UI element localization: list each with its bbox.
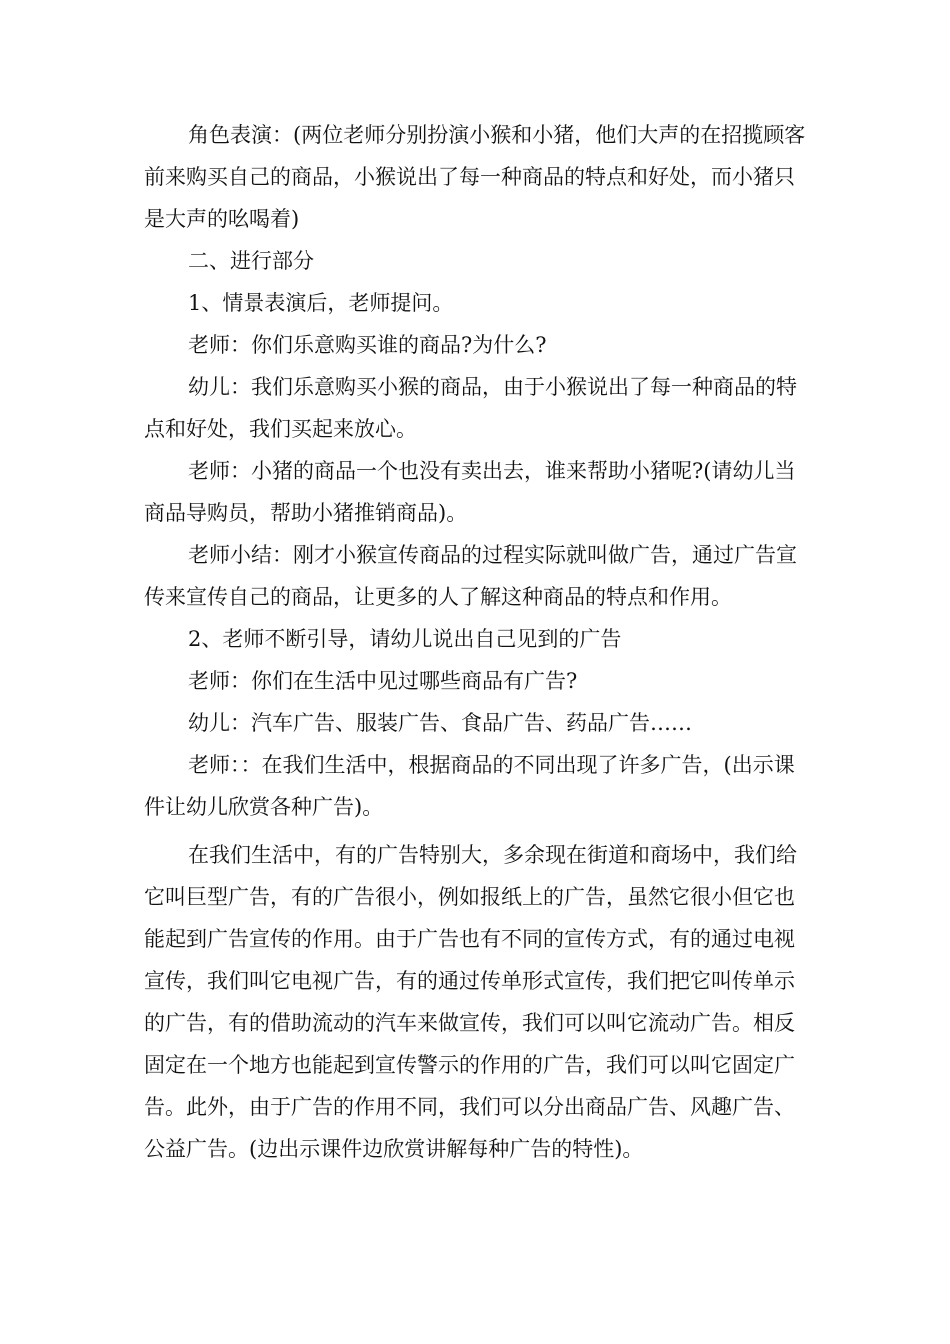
paragraph-teacher-ask-help: 老师：小猪的商品一个也没有卖出去，谁来帮助小猪呢?(请幼儿当商品导购员，帮助小猪推销商品)。 (144, 459, 796, 525)
document-body (144, 114, 808, 1170)
paragraph-child-answer: 幼儿：我们乐意购买小猴的商品，由于小猴说出了每一种商品的特点和好处，我们买起来放心。 (144, 375, 797, 441)
paragraph-teacher-summary: 老师小结：刚才小猴宣传商品的过程实际就叫做广告，通过广告宣传来宣传自己的商品，让更多的人了解这种商品的特点和作用。 (144, 543, 797, 609)
paragraph-section-heading: 二、进行部分 (188, 249, 314, 273)
paragraph-child-answer-2: 幼儿：汽车广告、服装广告、食品广告、药品广告…… (188, 711, 692, 735)
paragraph-role-play: 角色表演：(两位老师分别扮演小猴和小猪，他们大声的在招揽顾客前来购买自己的商品，小猴说出了每一种商品的特点和好处，而小猪只是大声的吆喝着) (144, 123, 806, 231)
paragraph-teacher-question: 老师：你们乐意购买谁的商品?为什么? (188, 333, 547, 357)
paragraph-teacher-explain: 老师：：在我们生活中，根据商品的不同出现了许多广告，(出示课件让幼儿欣赏各种广告)。 (144, 753, 795, 819)
paragraph-teacher-question-2: 老师：你们在生活中见过哪些商品有广告? (188, 669, 578, 693)
paragraph-step-2: 2、老师不断引导，请幼儿说出自己见到的广告 (188, 627, 622, 651)
paragraph-ad-types: 在我们生活中，有的广告特别大，多余现在街道和商场中，我们给它叫巨型广告，有的广告很小，例如报纸上的广告，虽然它很小但它也能起到广告宣传的作用。由于广告也有不同的宣传方式，有的通过电视宣传，我们叫它电视广告，有的通过传单形式宣传，我们把它叫传单示的广告，有的借助流动的汽车来做宣传，我们可以叫它流动广告。相反固定在一个地方也能起到宣传警示的作用的广告，我们可以叫它固定广告。此外，由于广告的作用不同，我们可以分出商品广告、风趣广告、公益广告。(边出示课件边欣赏讲解每种广告的特性)。 (144, 843, 797, 1161)
paragraph-step-1: 1、情景表演后，老师提问。 (188, 291, 454, 315)
